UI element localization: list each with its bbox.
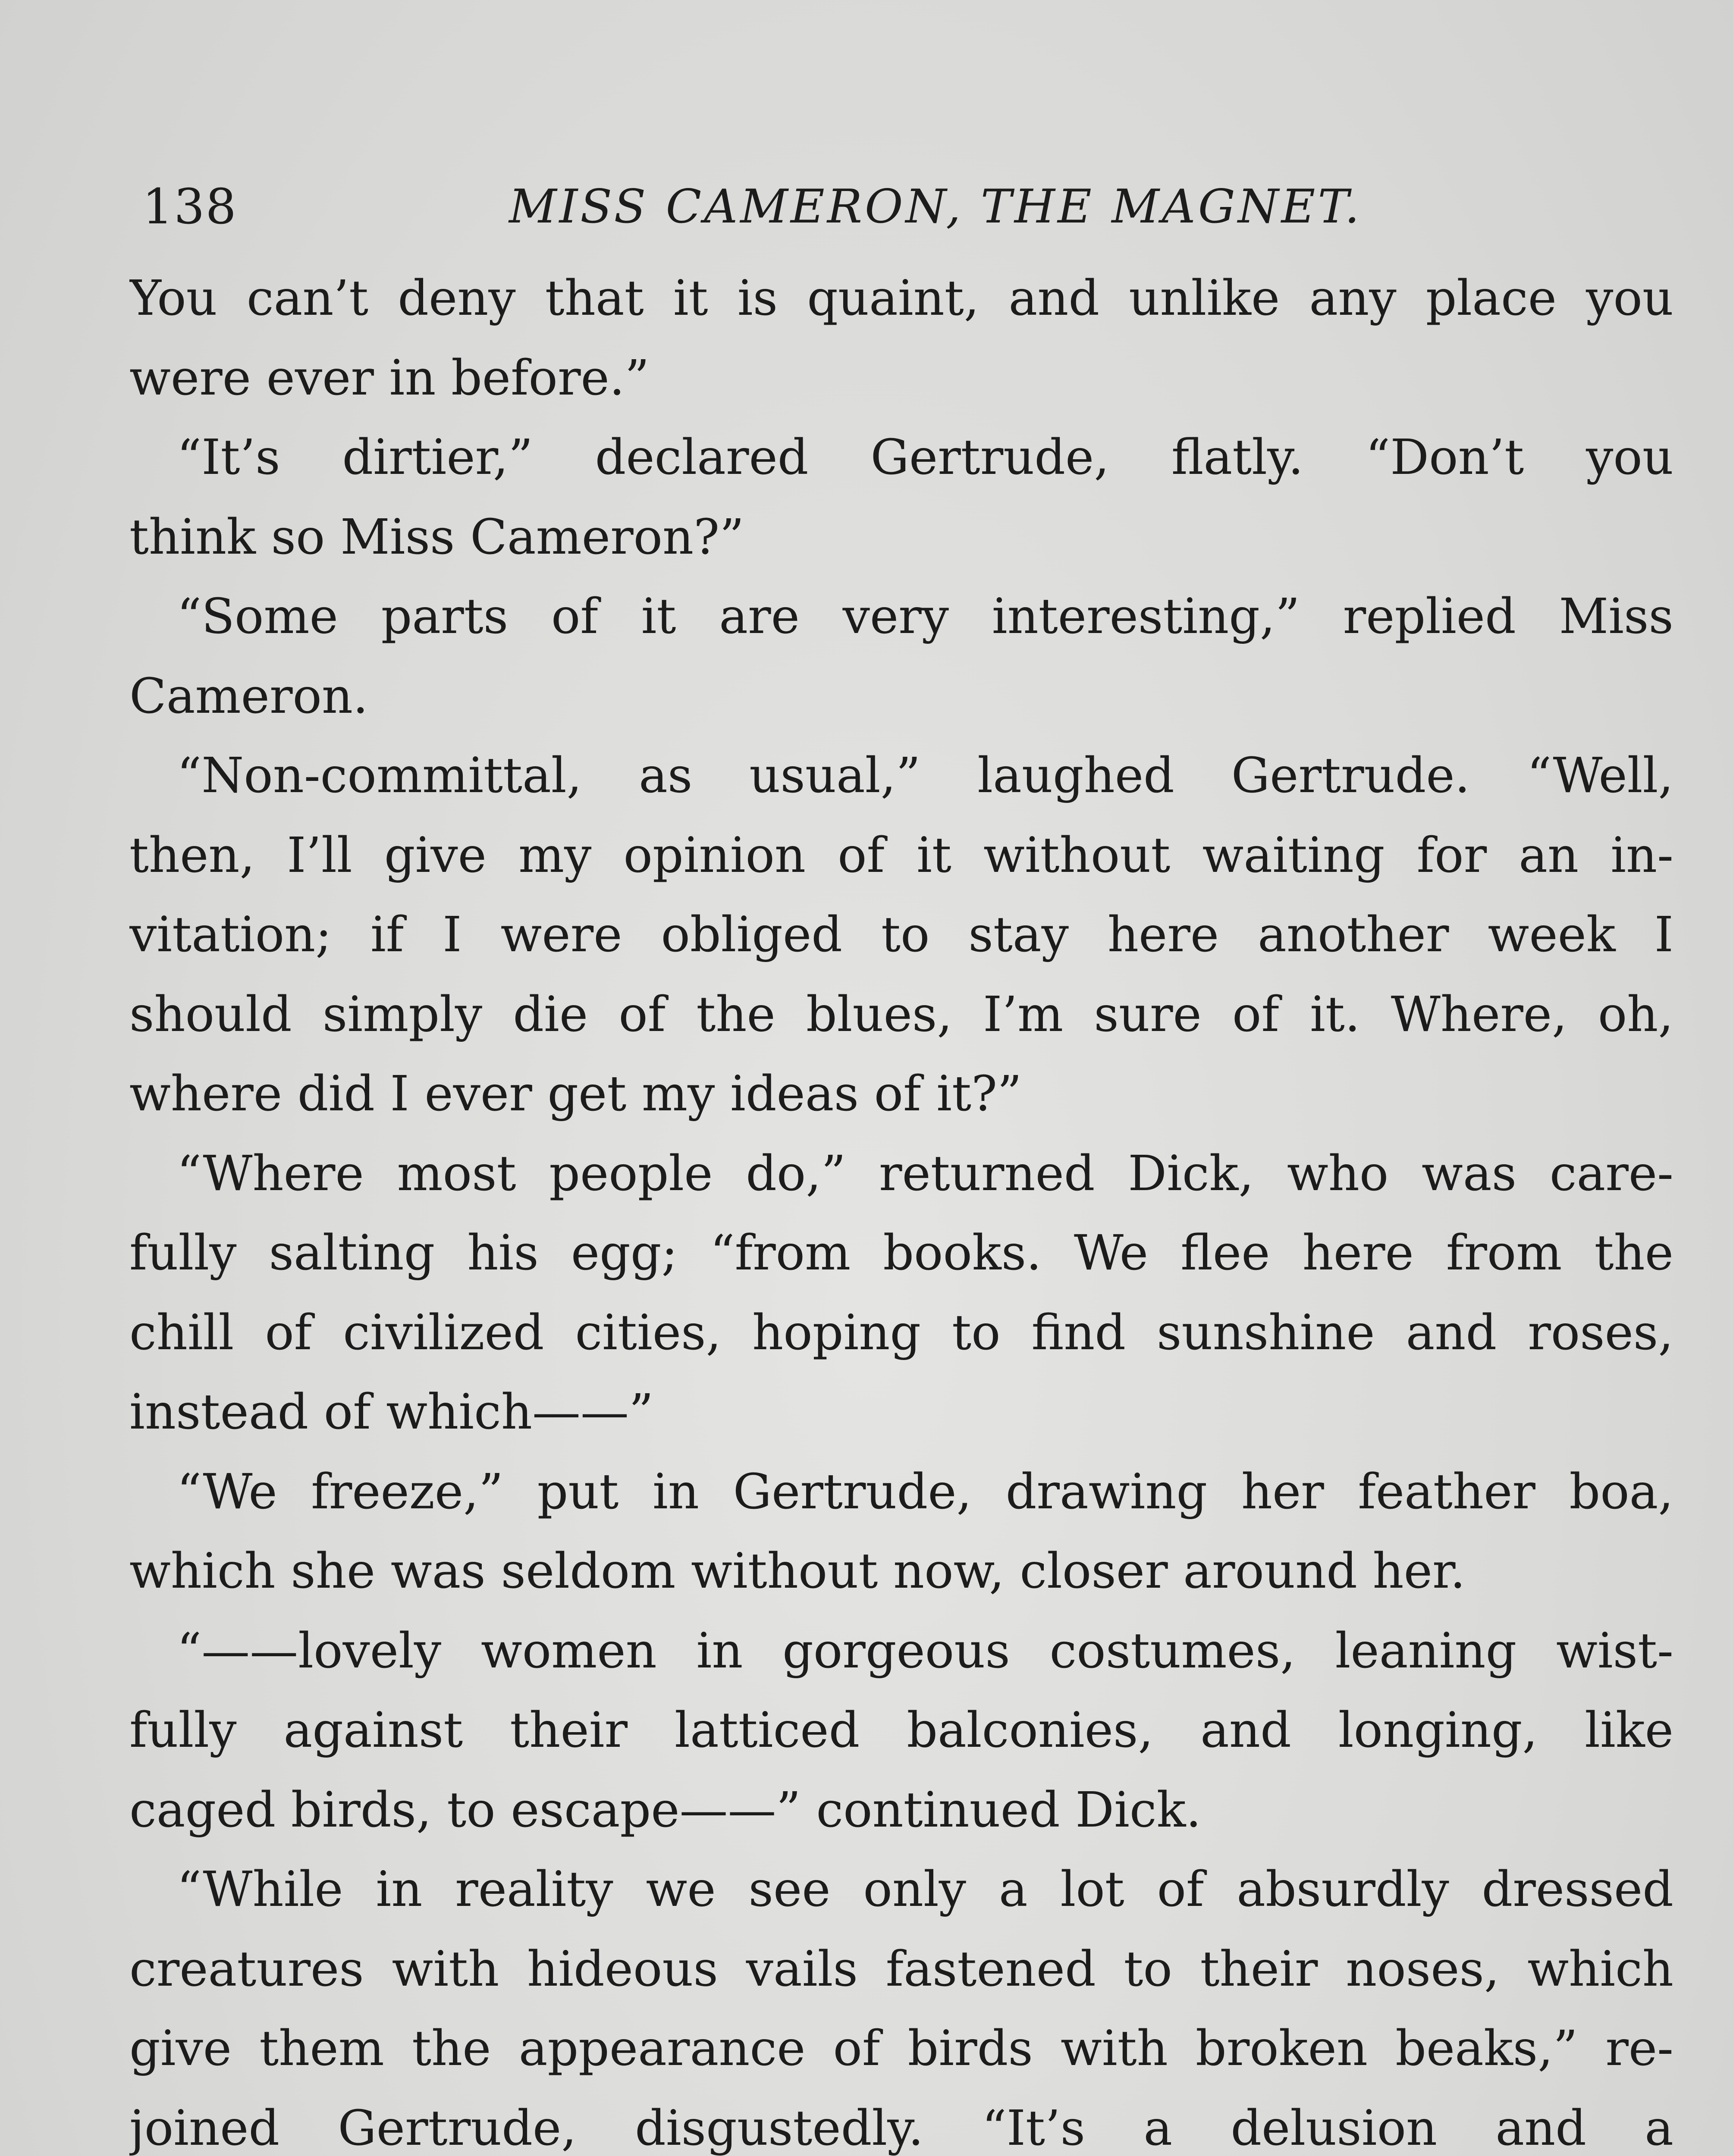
text-line: “Some parts of it are very interesting,” replied Miss xyxy=(177,589,1673,645)
text-line: caged birds, to escape——” continued Dick. xyxy=(129,1782,1202,1838)
text-line: give them the appearance of birds with broken beaks,” re- xyxy=(129,2021,1673,2077)
text-line: You can’t deny that it is quaint, and unlike any place you xyxy=(129,270,1673,326)
text-line: chill of civilized cities, hoping to find sunshine and roses, xyxy=(129,1304,1673,1361)
text-line: think so Miss Cameron?” xyxy=(129,509,744,565)
running-head: MISS CAMERON, THE MAGNET. xyxy=(509,180,1362,234)
page-header xyxy=(142,164,1669,250)
text-line: were ever in before.” xyxy=(129,350,650,406)
text-line: instead of which——” xyxy=(129,1384,654,1440)
page-number: 138 xyxy=(142,179,237,235)
text-line: which she was seldom without now, closer around her. xyxy=(129,1543,1466,1599)
text-line: “——lovely women in gorgeous costumes, leaning wist- xyxy=(177,1623,1673,1679)
body-text xyxy=(129,259,1673,2156)
text-line: where did I ever get my ideas of it?” xyxy=(129,1066,1022,1122)
text-line: fully against their latticed balconies, and longing, like xyxy=(129,1702,1673,1758)
text-line: “It’s dirtier,” declared Gertrude, flatly. “Don’t you xyxy=(177,429,1673,486)
text-line: should simply die of the blues, I’m sure of it. Where, oh, xyxy=(129,986,1673,1043)
text-line: joined Gertrude, disgustedly. “It’s a delusion and a xyxy=(129,2100,1673,2156)
text-line: then, I’ll give my opinion of it without waiting for an in- xyxy=(129,827,1673,884)
text-line: fully salting his egg; “from books. We flee here from the xyxy=(129,1225,1673,1281)
text-line: “Non-committal, as usual,” laughed Gertrude. “Well, xyxy=(177,748,1673,804)
text-line: creatures with hideous vails fastened to their noses, which xyxy=(129,1941,1673,1997)
text-line: “We freeze,” put in Gertrude, drawing her feather boa, xyxy=(177,1463,1673,1520)
text-line: “Where most people do,” returned Dick, who was care- xyxy=(177,1145,1673,1202)
text-line: “While in reality we see only a lot of absurdly dressed xyxy=(177,1861,1673,1918)
text-line: vitation; if I were obliged to stay here another week I xyxy=(129,907,1673,963)
text-line: Cameron. xyxy=(129,668,368,724)
